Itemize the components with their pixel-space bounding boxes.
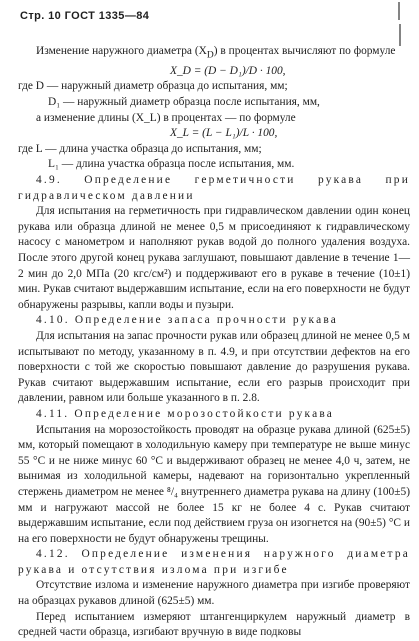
margin-mark <box>396 0 402 48</box>
section-4-11-title: 4.11. Определение морозостойкости рукава <box>36 407 335 420</box>
section-4-12-text-2: Перед испытанием измеряют штангенциркулем наружный диаметр в средней части образца, изгибают вручную в виде подковы <box>18 610 410 639</box>
definition-l1: L₁ — длина участка образца после испытания, мм. <box>48 158 295 171</box>
section-4-9-text: Для испытания на герметичность при гидравлическом давлении один конец рукава или образца длиной не менее 0,5 м присоединяют к гидравлическому насосу с манометром и наполняют рукав водой до полного удаления воздуха. После этого другой конец рукава заглушают, повышают давление в течение 1—2 мин до 2,0 МПа (20 кгс/см²) и поддерживают его в рукаве в течение (10±1) мин. Рукав считают выдержавшим испытание, если на его поверхности не будут обнаружены разрывы, капли воды и пузыри. <box>18 205 411 311</box>
intro-paragraph: Изменение наружного диаметра $(X_D)$ в процентах вычисляют по формуле <box>36 45 396 61</box>
section-4-11-text: Испытания на морозостойкость проводят на образце рукава длиной (625±5) мм, который помещают в холодильную камеру при температуре не выше минус 55 °С и не ниже минус 60 °С и выдерживают образец не менее 4,0 ч, затем, не вынимая из холодильной камеры, надевают на горизонтально укрепленный стержень диаметром не менее ⁸/₄ внутреннего диаметра рукава на длину (100±5) мм и нагружают массой не более 15 кг не более 4 с. Рукав считают выдержавшим испытание, если под действием груза он изогнется на (90±5) °С и на его поверхности не будут обнаружены трещины. <box>18 423 410 545</box>
length-change-intro: а изменение длины (X_L) в процентах — по формуле <box>36 111 296 124</box>
section-4-9-title: 4.9. Определение герметичности рукава при гидравлическом давлении <box>18 174 410 202</box>
section-4-10-title: 4.10. Определение запаса прочности рукава <box>36 314 339 327</box>
definition-d: где D — наружный диаметр образца до испытания, мм; <box>18 80 288 93</box>
document-body <box>18 44 410 641</box>
formula-length: X_L = (L − L₁)/L · 100, <box>170 127 278 140</box>
page-header: Стр. 10 ГОСТ 1335—84 <box>20 10 150 22</box>
definition-d1: D₁ — наружный диаметр образца после испытания, мм, <box>48 96 320 109</box>
section-4-12-title: 4.12. Определение изменения наружного диаметра рукава и отсутствия излома при изгибе <box>18 548 410 576</box>
formula-diameter: X_D = (D − D₁)/D · 100, <box>170 64 286 77</box>
section-4-12-text-1: Отсутствие излома и изменение наружного диаметра при изгибе проверяют на образцах рукавов длиной (625±5) мм. <box>18 579 410 608</box>
definition-l: где L — длина участка образца до испытания, мм; <box>18 142 262 155</box>
section-4-10-text: Для испытания на запас прочности рукав или образец длиной не менее 0,5 м испытывают по методу, указанному в п. 4.9, и при отсутствии дефектов на его поверхности с той же скоростью повышают давление до разрушения рукава. Рукав считают выдержавшим испытание, если его разрыв происходит при давлении, равном или больше указанного в п. 2.8. <box>18 329 410 405</box>
